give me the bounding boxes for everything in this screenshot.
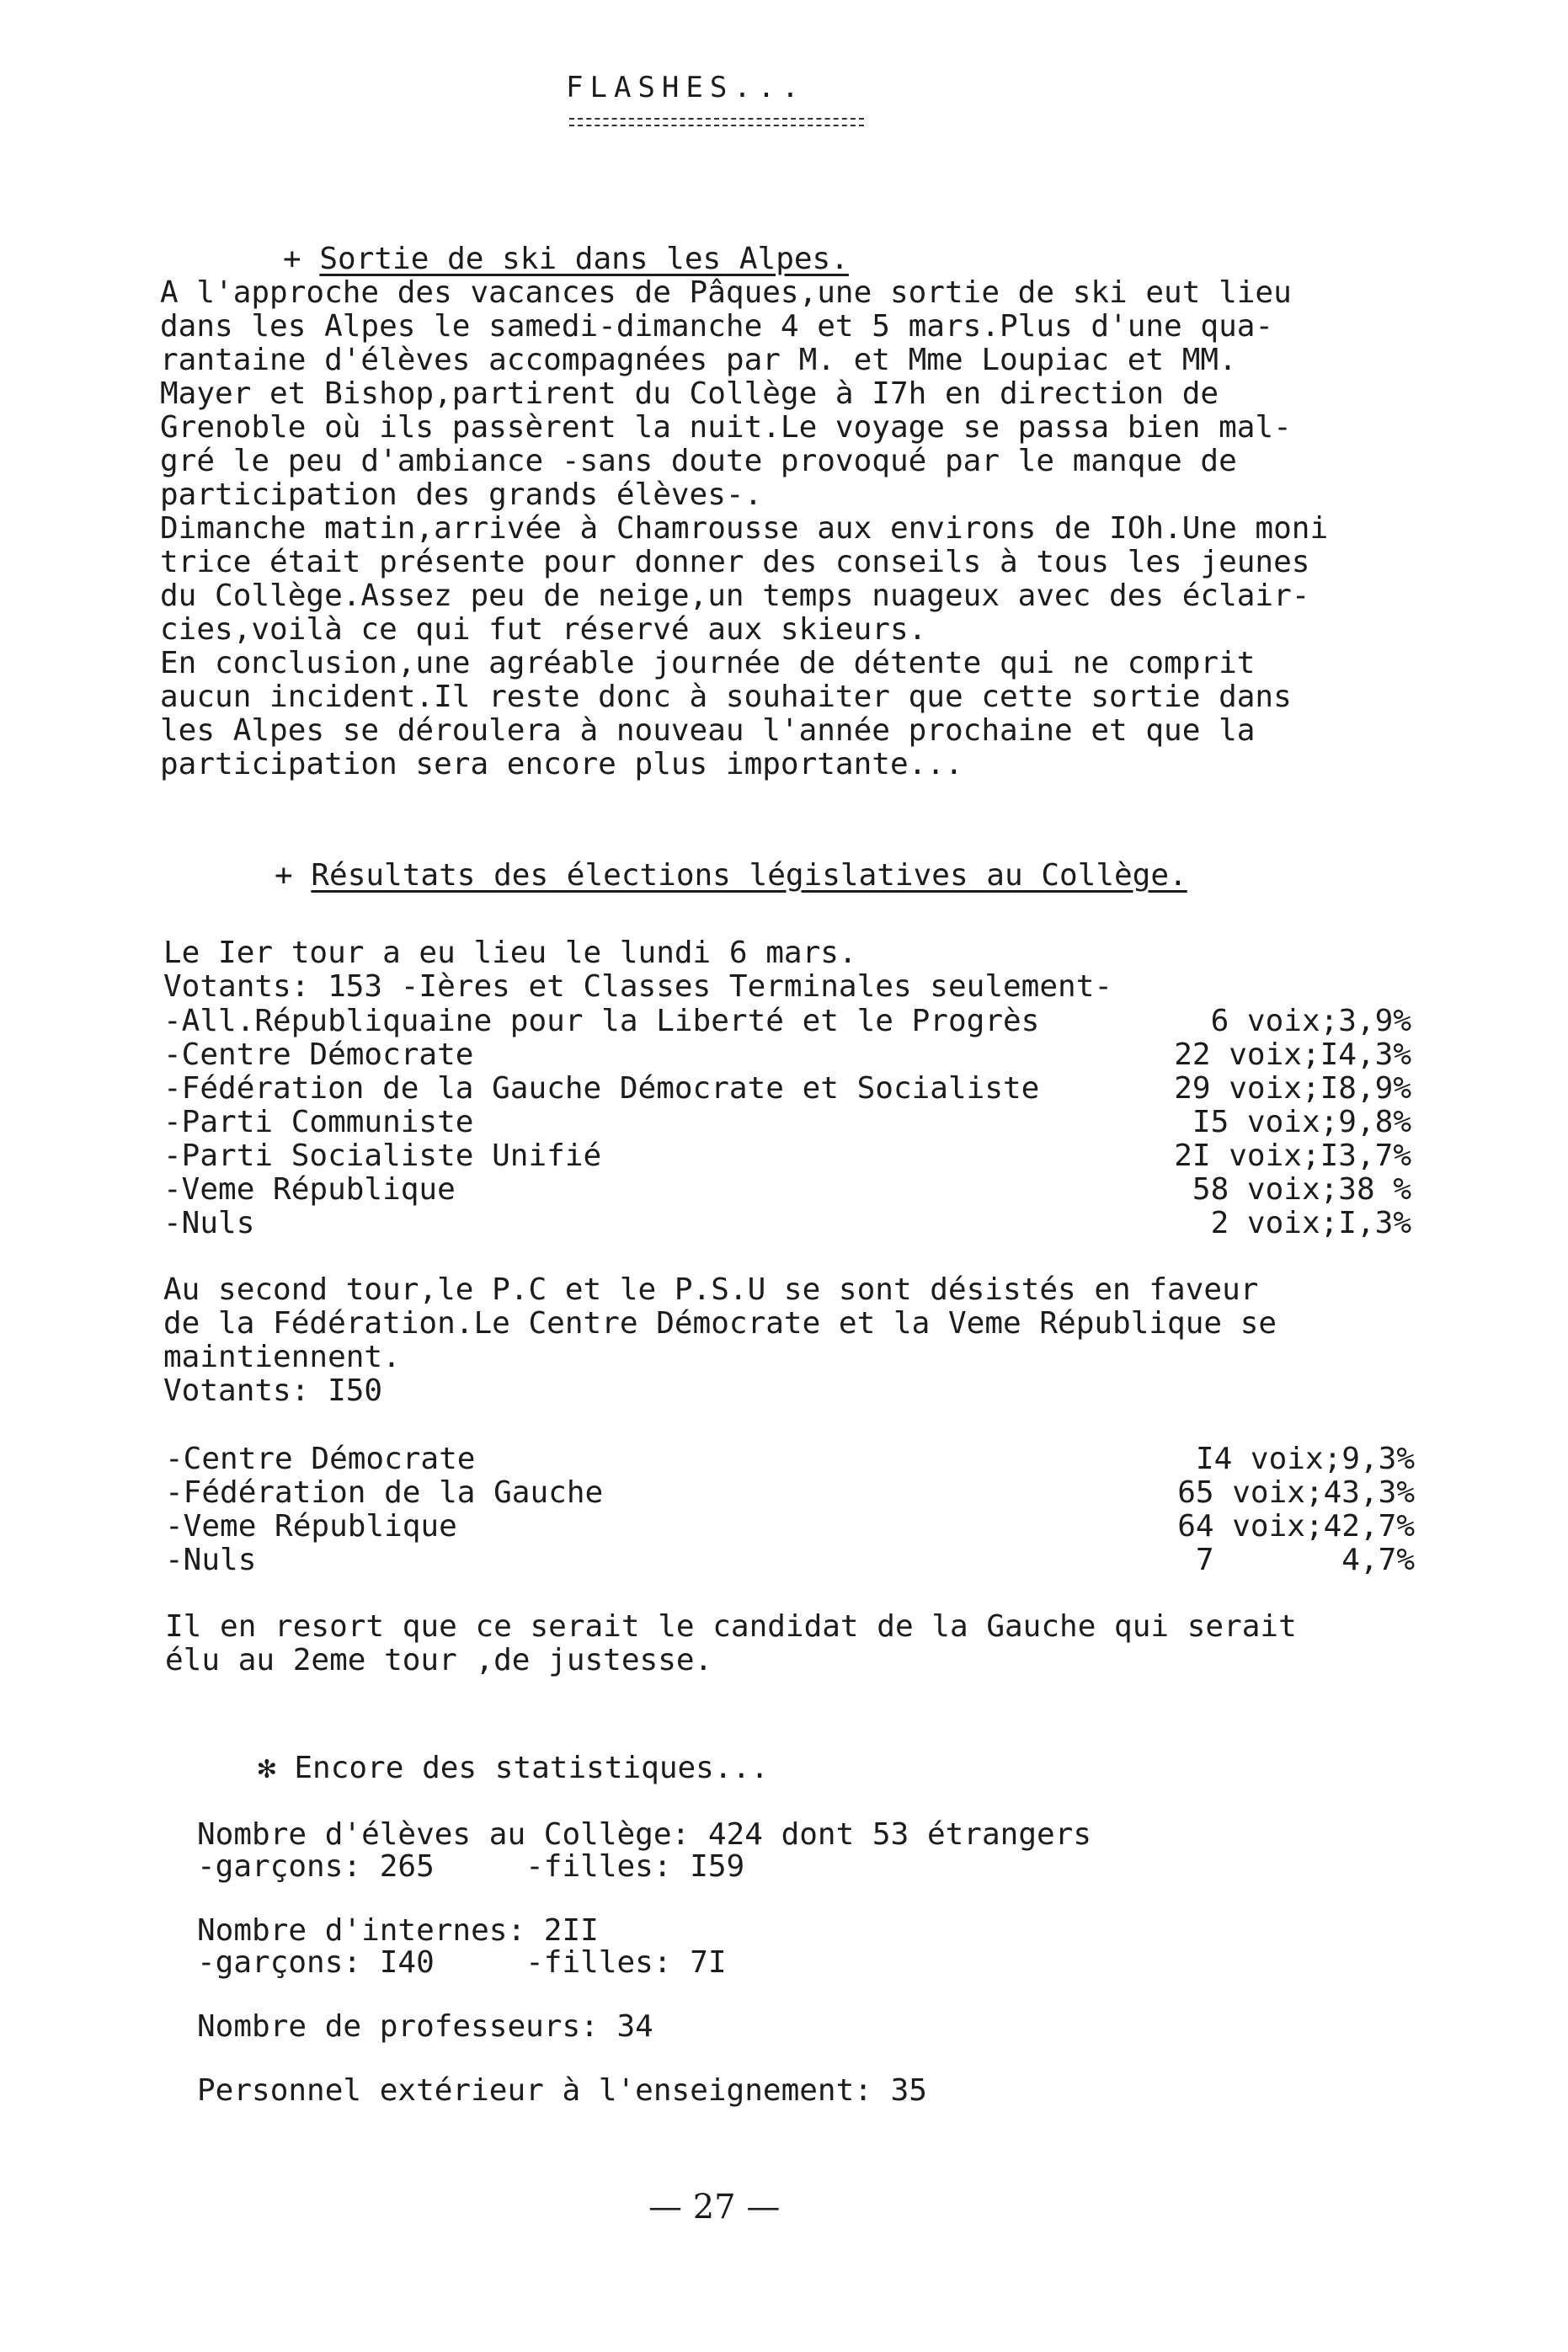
text-line: les Alpes se déroulera à nouveau l'année prochaine et que la [160, 713, 1256, 748]
text-line: trice était présente pour donner des conseils à tous les jeunes [160, 545, 1310, 579]
result-party: -Fédération de la Gauche Démocrate et Socialiste [163, 1071, 1040, 1106]
text-line: élu au 2eme tour ,de justesse. [165, 1643, 713, 1677]
text-line: Dimanche matin,arrivée à Chamrousse aux environs de IOh.Une moni [160, 511, 1329, 546]
elections-conclusion [165, 1610, 1297, 1677]
result-party: -Veme République [165, 1509, 457, 1544]
stat-line: Nombre de professeurs: 34 [197, 2009, 653, 2044]
stat-line: -garçons: 265 -filles: I59 [197, 1849, 745, 1884]
spacer [197, 2043, 1091, 2075]
text-line: de la Fédération.Le Centre Démocrate et la Veme République se [163, 1306, 1277, 1341]
result-party: -Nuls [163, 1206, 255, 1240]
text-line: Le Ier tour a eu lieu le lundi 6 mars. [163, 936, 857, 970]
result-votes: I5 voix;9,8% [1192, 1105, 1411, 1139]
result-party: -All.Républiquaine pour la Liberté et le Progrès [163, 1004, 1040, 1038]
stats-section-heading [258, 1752, 769, 1785]
spacer [197, 1883, 1091, 1915]
text-line: Votants: 153 -Ières et Classes Terminales seulement- [163, 969, 1113, 1004]
stat-line: Nombre d'élèves au Collège: 424 dont 53 étrangers [197, 1817, 1092, 1852]
elections-section-heading [275, 859, 1187, 893]
stats-heading-text: Encore des statistiques... [294, 1751, 769, 1785]
result-party: -Veme République [163, 1172, 456, 1207]
result-votes: 6 voix;3,9% [1210, 1004, 1411, 1038]
bullet-plus: + [283, 242, 320, 276]
text-line: participation des grands élèves-. [160, 477, 763, 512]
bullet-asterisk: ✻ [258, 1751, 295, 1785]
title-double-rule [569, 118, 864, 126]
result-votes: 2 voix;I,3% [1210, 1206, 1411, 1240]
ski-section-heading [283, 243, 849, 276]
elections-heading-text: Résultats des élections législatives au Collège. [311, 858, 1187, 893]
text-line: participation sera encore plus importante... [160, 747, 963, 781]
text-line: aucun incident.Il reste donc à souhaiter que cette sortie dans [160, 680, 1292, 714]
text-line: du Collège.Assez peu de neige,un temps nuageux avec des éclair- [160, 579, 1310, 613]
result-votes: 65 voix;43,3% [1177, 1475, 1415, 1510]
result-votes: 58 voix;38 % [1192, 1172, 1411, 1207]
page-number: — 27 — [648, 2188, 781, 2227]
text-line: Il en resort que ce serait le candidat de la Gauche qui serait [165, 1609, 1297, 1644]
text-line: Grenoble où ils passèrent la nuit.Le voyage se passa bien mal- [160, 410, 1292, 445]
result-votes: I4 voix;9,3% [1195, 1442, 1415, 1476]
result-votes: 7 4,7% [1195, 1543, 1415, 1577]
result-votes: 64 voix;42,7% [1177, 1509, 1415, 1544]
result-party: -Nuls [165, 1543, 257, 1577]
text-line: dans les Alpes le samedi-dimanche 4 et 5 mars.Plus d'une qua- [160, 309, 1274, 344]
text-line: En conclusion,une agréable journée de détente qui ne comprit [160, 646, 1256, 680]
text-line: rantaine d'élèves accompagnées par M. et Mme Loupiac et MM. [160, 343, 1237, 377]
text-line: A l'approche des vacances de Pâques,une sortie de ski eut lieu [160, 275, 1292, 310]
text-line: Votants: I50 [163, 1373, 383, 1408]
second-round-intro [163, 1273, 1277, 1408]
stat-line: Nombre d'internes: 2II [197, 1913, 599, 1948]
text-line: Mayer et Bishop,partirent du Collège à I7h en direction de [160, 376, 1219, 411]
result-party: -Parti Communiste [163, 1105, 474, 1139]
result-votes: 22 voix;I4,3% [1174, 1037, 1411, 1072]
ski-paragraph [160, 276, 1328, 781]
spacer [197, 1979, 1091, 2011]
stat-line: -garçons: I40 -filles: 7I [197, 1945, 727, 1980]
elections-intro [163, 936, 1112, 1004]
result-party: -Centre Démocrate [165, 1442, 476, 1476]
result-party: -Centre Démocrate [163, 1037, 474, 1072]
stats-list [197, 1819, 1091, 2107]
stat-line: Personnel extérieur à l'enseignement: 35 [197, 2073, 927, 2108]
text-line: cies,voilà ce qui fut réservé aux skieurs. [160, 612, 927, 647]
result-party: -Parti Socialiste Unifié [163, 1139, 602, 1173]
page-title: FLASHES... [566, 71, 806, 104]
text-line: Au second tour,le P.C et le P.S.U se sont désistés en faveur [163, 1272, 1259, 1307]
text-line: gré le peu d'ambiance -sans doute provoqué par le manque de [160, 444, 1237, 478]
ski-heading-text: Sortie de ski dans les Alpes. [319, 242, 849, 276]
result-party: -Fédération de la Gauche [165, 1475, 604, 1510]
bullet-plus: + [275, 858, 312, 893]
result-votes: 2I voix;I3,7% [1174, 1139, 1411, 1173]
result-votes: 29 voix;I8,9% [1174, 1071, 1411, 1106]
text-line: maintiennent. [163, 1340, 401, 1374]
